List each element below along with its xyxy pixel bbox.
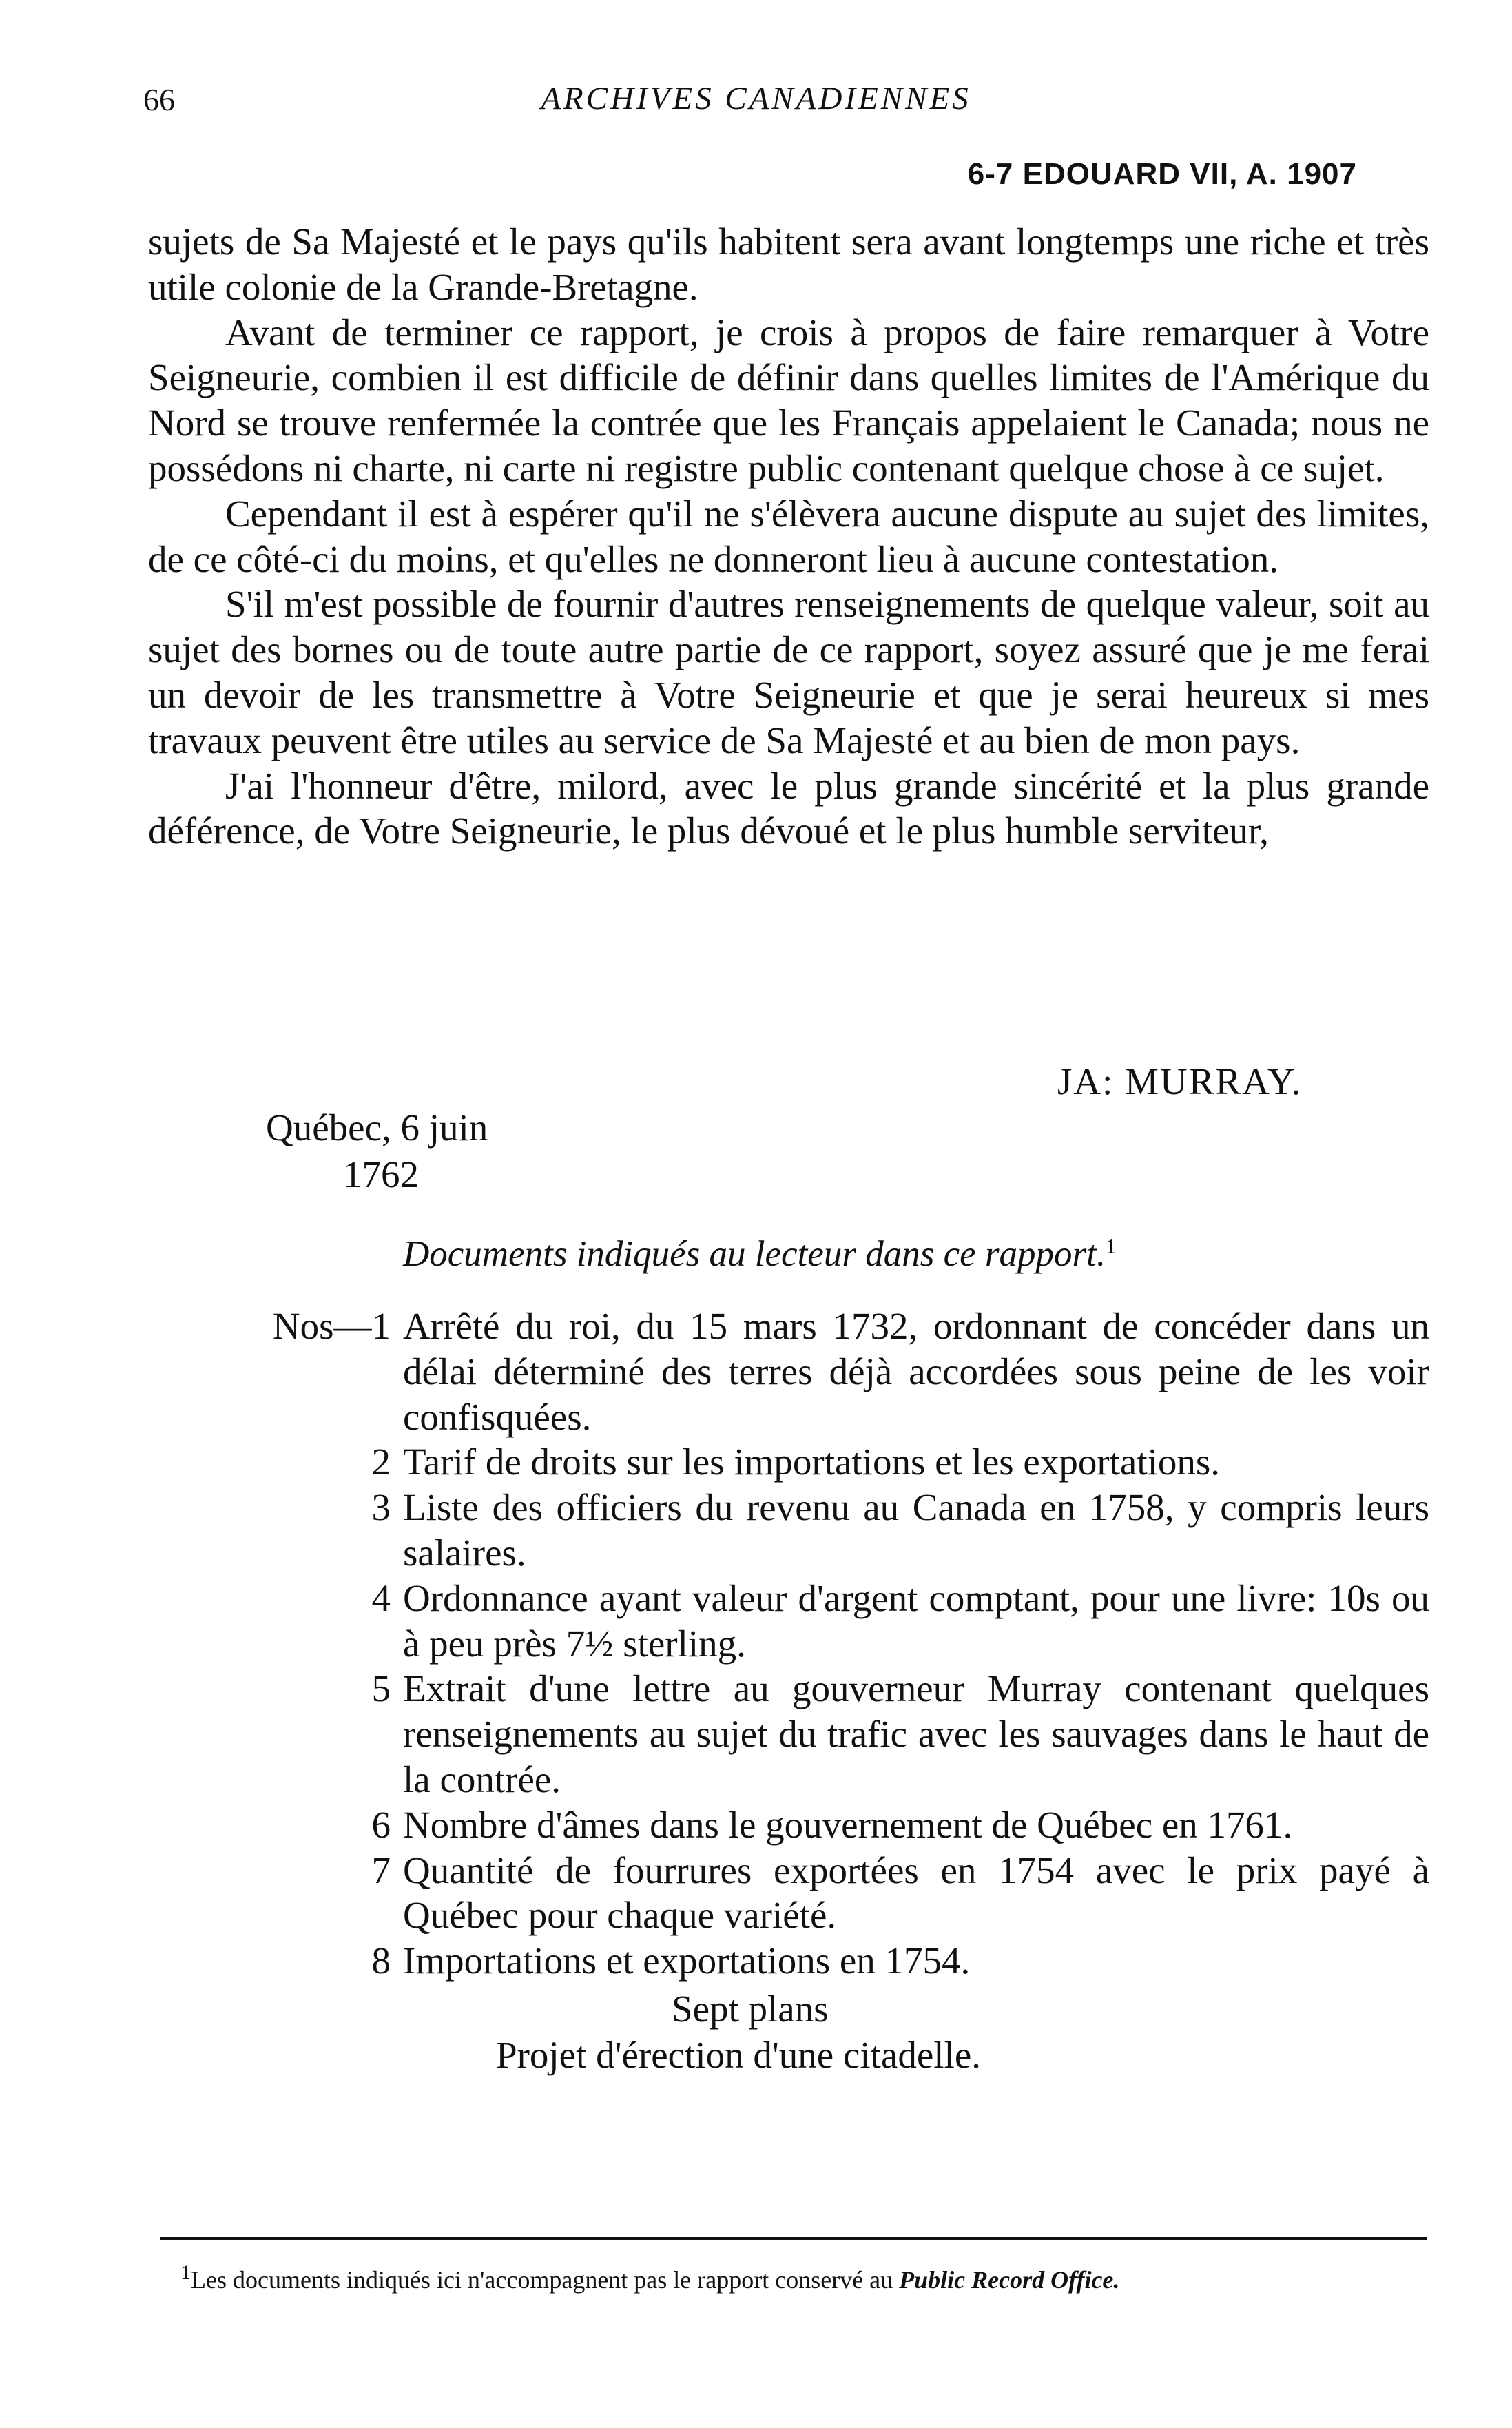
documents-list bbox=[148, 1304, 1429, 1984]
list-item-number: 2 bbox=[371, 1441, 391, 1483]
plans-line: Sept plans bbox=[672, 1988, 829, 2030]
paragraph-information: S'il m'est possible de fournir d'autres renseignements de quelque valeur, soit au sujet des bornes ou de toute autre partie de ce rapport, soyez assuré que je me ferai un devoir de les transmettre à Votre Seigneurie et que je serai heureux si mes travaux peuvent être utiles au service de Sa Majesté et au bien de mon pays. bbox=[148, 583, 1429, 761]
list-item-text: Ordonnance ayant valeur d'argent comptant, pour une livre: 10s ou à peu près 7½ sterling. bbox=[403, 1576, 1429, 1665]
list-item-number: 5 bbox=[371, 1667, 391, 1710]
footnote-emphasis: Public Record Office. bbox=[899, 2266, 1120, 2294]
footnote-text: Les documents indiqués ici n'accompagnent pas le rapport conservé au bbox=[191, 2266, 900, 2294]
list-item-number: 3 bbox=[371, 1486, 391, 1529]
list-item-number: 4 bbox=[371, 1576, 391, 1619]
list-item-text: Quantité de fourrures exportées en 1754 avec le prix payé à Québec pour chaque variété. bbox=[403, 1849, 1429, 1937]
session-label: 6-7 EDOUARD VII, A. 1907 bbox=[967, 157, 1357, 191]
running-title: ARCHIVES CANADIENNES bbox=[541, 81, 971, 116]
footnote-reference: 1 bbox=[1106, 1235, 1117, 1258]
list-item-text: Liste des officiers du revenu au Canada en 1758, y compris leurs salaires. bbox=[403, 1486, 1429, 1574]
list-item-text: Tarif de droits sur les importations et les exportations. bbox=[403, 1441, 1221, 1483]
list-item bbox=[148, 1848, 1429, 1939]
documents-heading bbox=[403, 1233, 1116, 1275]
documents-heading-text: Documents indiqués au lecteur dans ce rapport. bbox=[403, 1234, 1106, 1274]
list-item bbox=[148, 1666, 1429, 1802]
date-year: 1762 bbox=[343, 1153, 419, 1195]
letter-body bbox=[148, 219, 1429, 854]
page-number: 66 bbox=[143, 82, 175, 117]
list-item-number: 8 bbox=[371, 1940, 391, 1982]
list-item bbox=[148, 1485, 1429, 1576]
list-item-text: Importations et exportations en 1754. bbox=[403, 1940, 971, 1982]
list-item-text: Extrait d'une lettre au gouverneur Murray contenant quelques renseignements au sujet du trafic avec les sauvages dans le haut de la contrée. bbox=[403, 1667, 1429, 1800]
list-item bbox=[148, 1802, 1429, 1848]
list-item bbox=[148, 1304, 1429, 1439]
paragraph-dispute: Cependant il est à espérer qu'il ne s'élèvera aucune dispute au sujet des limites, de ce côté-ci du moins, et qu'elles ne donneront lieu à aucune contestation. bbox=[148, 492, 1429, 580]
list-item bbox=[148, 1938, 1429, 1984]
footnote-divider bbox=[160, 2237, 1427, 2240]
list-item bbox=[148, 1439, 1429, 1485]
list-item-text: Nombre d'âmes dans le gouvernement de Québec en 1761. bbox=[403, 1803, 1293, 1846]
list-item-text: Arrêté du roi, du 15 mars 1732, ordonnant de concéder dans un délai déterminé des terres déjà accordées sous peine de les voir confisquées. bbox=[403, 1305, 1429, 1438]
paragraph-limits: Avant de terminer ce rapport, je crois à propos de faire remarquer à Votre Seigneurie, combien il est difficile de définir dans quelles limites de l'Amérique du Nord se trouve renfermée la contrée que les Français appelaient le Canada; nous ne possédons ni charte, ni carte ni registre public contenant quelque chose à ce sujet. bbox=[148, 311, 1429, 489]
list-item-number: 7 bbox=[371, 1849, 391, 1891]
list-item-number: 6 bbox=[371, 1803, 391, 1846]
list-item bbox=[148, 1576, 1429, 1667]
footnote-mark: 1 bbox=[180, 2261, 191, 2284]
paragraph-continuation: sujets de Sa Majesté et le pays qu'ils habitent sera avant longtemps une riche et très utile colonie de la Grande-Bretagne. bbox=[148, 220, 1429, 308]
signature: JA: MURRAY. bbox=[1057, 1060, 1303, 1102]
footnote bbox=[180, 2261, 1119, 2294]
citadel-line: Projet d'érection d'une citadelle. bbox=[496, 2034, 981, 2076]
date-place: Québec, 6 juin bbox=[266, 1107, 488, 1149]
list-item-number: Nos—1 bbox=[272, 1305, 391, 1347]
paragraph-closing: J'ai l'honneur d'être, milord, avec le plus grande sincérité et la plus grande déférence, de Votre Seigneurie, le plus dévoué et le plus humble serviteur, bbox=[148, 764, 1429, 852]
